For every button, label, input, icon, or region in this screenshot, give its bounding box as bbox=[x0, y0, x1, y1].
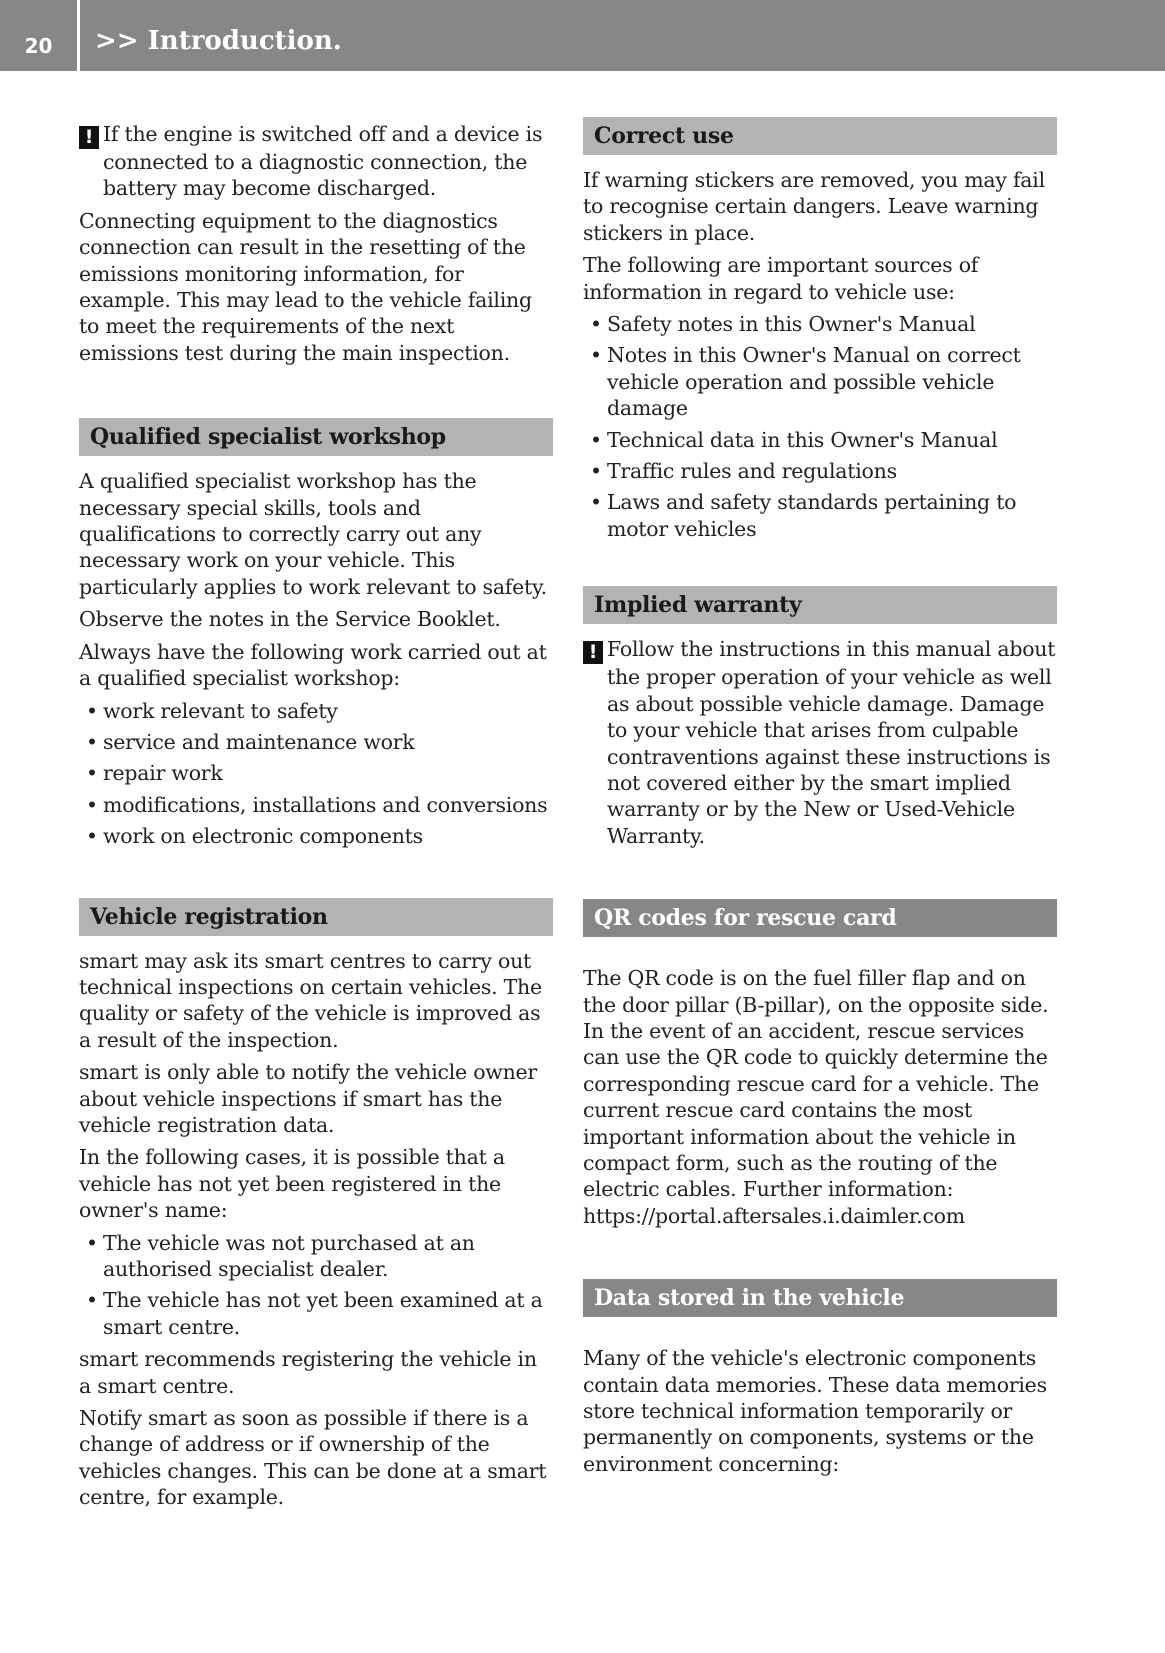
page-number: 20 bbox=[24, 34, 53, 58]
page-header bbox=[0, 0, 1165, 71]
list-item: • service and maintenance work bbox=[86, 729, 415, 754]
heading-qr-codes: QR codes for rescue card bbox=[583, 899, 1057, 937]
list-item: • work relevant to safety bbox=[86, 698, 338, 723]
warning-text: If the engine is switched off and a device is connected to a diagnostic connection, the battery may become discharged. bbox=[103, 122, 543, 201]
heading-qualified-workshop: Qualified specialist workshop bbox=[79, 418, 553, 456]
list-item: • The vehicle was not purchased at an authorised specialist dealer. bbox=[86, 1230, 475, 1281]
registration-paragraph: Notify smart as soon as possible if there is a change of address or if ownership of the vehicles changes. This can be done at a smart centre, for example. bbox=[79, 1406, 547, 1510]
workshop-paragraph: Observe the notes in the Service Booklet. bbox=[79, 607, 501, 632]
left-column bbox=[79, 121, 553, 1517]
data-stored-paragraph: Many of the vehicle's electronic components contain data memories. These data memories store technical information temporarily or permanently on components, systems or the environment concerning: bbox=[583, 1346, 1047, 1476]
list-item: • modifications, installations and conversions bbox=[86, 792, 548, 817]
warning-icon: ! bbox=[79, 126, 99, 149]
registration-paragraph: smart recommends registering the vehicle in a smart centre. bbox=[79, 1347, 537, 1398]
registration-paragraph: In the following cases, it is possible that a vehicle has not yet been registered in the owner's name: bbox=[79, 1145, 505, 1223]
heading-vehicle-registration: Vehicle registration bbox=[79, 898, 553, 936]
section-title: >> Introduction. bbox=[95, 26, 342, 56]
workshop-paragraph: Always have the following work carried out at a qualified specialist workshop: bbox=[79, 639, 547, 691]
registration-paragraph: smart is only able to notify the vehicle owner about vehicle inspections if smart has the vehicle registration data. bbox=[79, 1060, 537, 1137]
workshop-list bbox=[79, 698, 553, 850]
list-item: • Safety notes in this Owner's Manual bbox=[590, 312, 976, 337]
registration-list bbox=[79, 1230, 553, 1341]
warning-note-warranty bbox=[583, 636, 1057, 849]
workshop-paragraph: A qualified specialist workshop has the necessary special skills, tools and qualifications to correctly carry out any necessary work on your vehicle. This particularly applies to work relevant to safety. bbox=[79, 469, 547, 599]
list-item: • Notes in this Owner's Manual on correct vehicle operation and possible vehicle damage bbox=[590, 343, 1021, 421]
list-item: • The vehicle has not yet been examined at a smart centre. bbox=[86, 1288, 543, 1339]
warning-note-diagnostic bbox=[79, 121, 553, 202]
warning-icon: ! bbox=[583, 641, 603, 664]
registration-paragraph: smart may ask its smart centres to carry out technical inspections on certain vehicles. The quality or safety of the vehicle is improved as a result of the inspection. bbox=[79, 948, 542, 1052]
list-item: • Technical data in this Owner's Manual bbox=[590, 427, 998, 452]
heading-data-stored: Data stored in the vehicle bbox=[583, 1279, 1057, 1317]
header-divider bbox=[77, 0, 80, 71]
warning-text: Follow the instructions in this manual about the proper operation of your vehicle as well as about possible vehicle damage. Damage to your vehicle that arises from culpable contraventions against these instructions is not covered either by the smart implied warranty or by the New or Used-Vehicle Warranty. bbox=[607, 637, 1056, 848]
list-item: • repair work bbox=[86, 761, 223, 786]
information-sources-list bbox=[583, 311, 1057, 542]
list-item: • Laws and safety standards pertaining to motor vehicles bbox=[590, 490, 1017, 541]
list-item: • work on electronic components bbox=[86, 824, 423, 849]
correct-use-paragraph: The following are important sources of information in regard to vehicle use: bbox=[583, 253, 979, 304]
diagnostic-paragraph: Connecting equipment to the diagnostics connection can result in the resetting of the emissions monitoring information, for example. This may lead to the vehicle failing to meet the requirements of the next emissions test during the main inspection. bbox=[79, 208, 532, 365]
list-item: • Traffic rules and regulations bbox=[590, 459, 897, 484]
correct-use-paragraph: If warning stickers are removed, you may fail to recognise certain dangers. Leave warning stickers in place. bbox=[583, 168, 1045, 245]
heading-implied-warranty: Implied warranty bbox=[583, 586, 1057, 624]
right-column bbox=[583, 117, 1057, 1483]
qr-paragraph: The QR code is on the fuel filler flap and on the door pillar (B-pillar), on the opposite side. In the event of an accident, rescue services can use the QR code to quickly determine the corresponding rescue card for a vehicle. The current rescue card contains the most important information about the vehicle in compact form, such as the routing of the electric cables. Further information: https://portal.aftersales.i.daimler.com bbox=[583, 966, 1049, 1228]
heading-correct-use: Correct use bbox=[583, 117, 1057, 155]
